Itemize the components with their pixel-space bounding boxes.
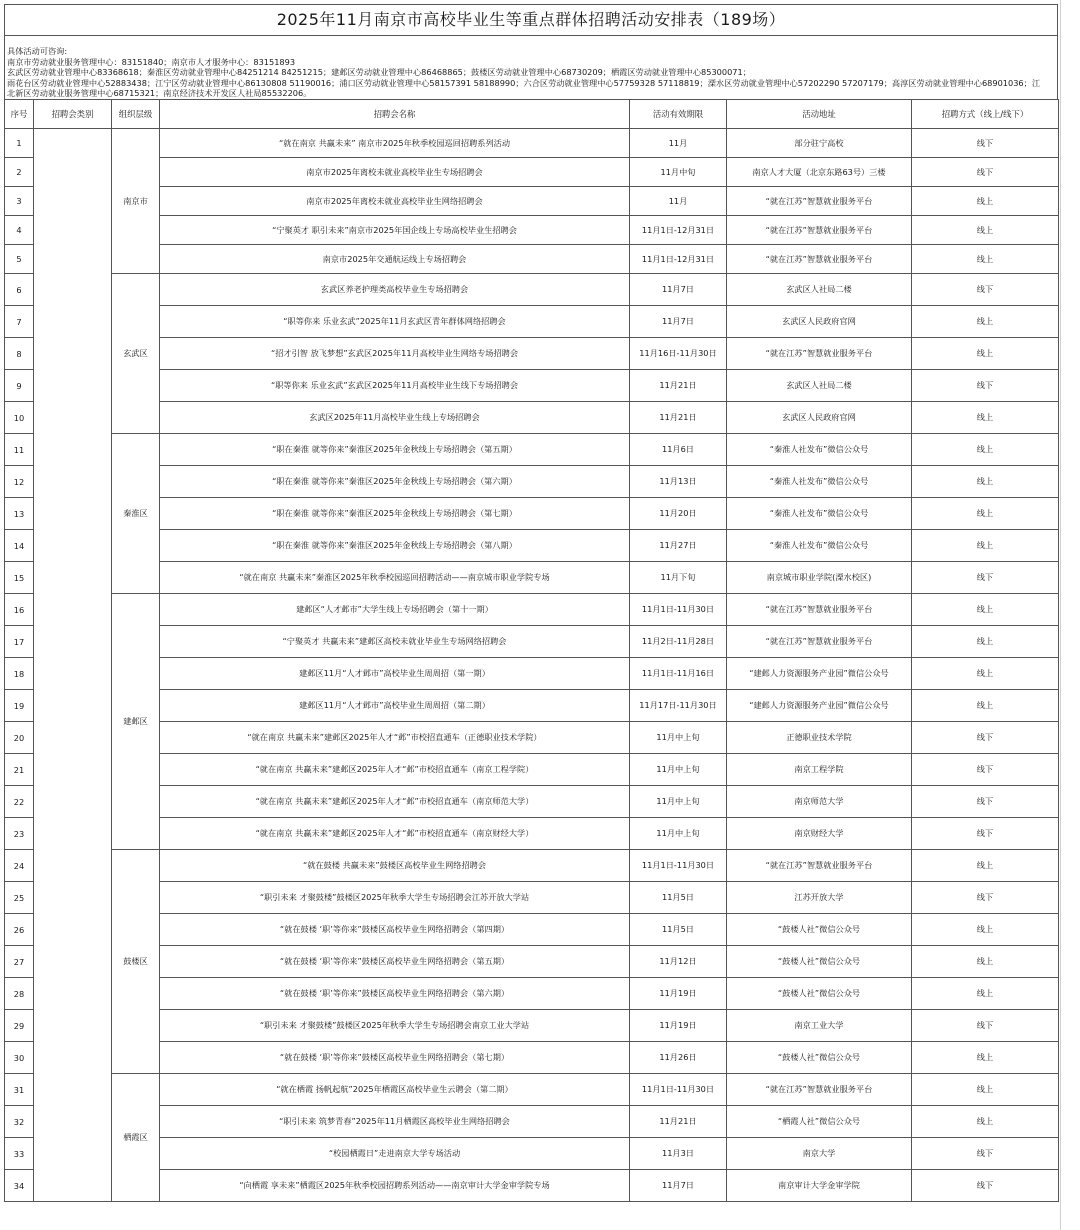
cell-mode: 线上 [912, 690, 1059, 722]
cell-name: “宁聚英才 职引未来”南京市2025年国企线上专场高校毕业生招聘会 [160, 216, 630, 245]
cell-name: “宁聚英才 共赢未来”建邺区高校未就业毕业生专场网络招聘会 [160, 626, 630, 658]
cell-mode: 线下 [912, 1138, 1059, 1170]
cell-mode: 线上 [912, 216, 1059, 245]
cell-index: 18 [5, 658, 34, 690]
cell-location: 江苏开放大学 [727, 882, 912, 914]
cell-mode: 线下 [912, 129, 1059, 158]
sheet-title: 2025年11月南京市高校毕业生等重点群体招聘活动安排表（189场） [4, 4, 1058, 35]
table-row [5, 722, 1059, 754]
cell-mode: 线上 [912, 594, 1059, 626]
cell-mode: 线下 [912, 786, 1059, 818]
cell-index: 6 [5, 274, 34, 306]
cell-period: 11月中上旬 [630, 818, 727, 850]
cell-period: 11月12日 [630, 946, 727, 978]
cell-index: 5 [5, 245, 34, 274]
table-row [5, 594, 1059, 626]
cell-level: 南京市 [112, 129, 160, 274]
cell-name: “职在秦淮 就等你来”秦淮区2025年金秋线上专场招聘会（第六期） [160, 466, 630, 498]
cell-location: “就在江苏”智慧就业服务平台 [727, 216, 912, 245]
cell-mode: 线上 [912, 1042, 1059, 1074]
cell-mode: 线下 [912, 1010, 1059, 1042]
table-row [5, 498, 1059, 530]
cell-location: 南京大学 [727, 1138, 912, 1170]
table-row [5, 1138, 1059, 1170]
table-row [5, 187, 1059, 216]
table-row [5, 402, 1059, 434]
table-row [5, 978, 1059, 1010]
cell-index: 7 [5, 306, 34, 338]
cell-name: “就在南京 共赢未来”建邺区2025年人才“邺”市校招直通车（南京师范大学） [160, 786, 630, 818]
cell-name: 南京市2025年离校未就业高校毕业生网络招聘会 [160, 187, 630, 216]
cell-name: “就在鼓楼 ‘职’等你来”鼓楼区高校毕业生网络招聘会（第四期） [160, 914, 630, 946]
cell-location: “鼓楼人社”微信公众号 [727, 946, 912, 978]
cell-mode: 线上 [912, 1106, 1059, 1138]
header-name: 招聘会名称 [160, 100, 630, 129]
table-row [5, 658, 1059, 690]
cell-period: 11月26日 [630, 1042, 727, 1074]
cell-index: 22 [5, 786, 34, 818]
table-row [5, 626, 1059, 658]
cell-mode: 线下 [912, 274, 1059, 306]
cell-period: 11月 [630, 129, 727, 158]
info-line: 北新区劳动就业服务管理中心68715321；南京经济技术开发区人社局85532206。 [7, 88, 312, 99]
cell-period: 11月17日-11月30日 [630, 690, 727, 722]
cell-period: 11月21日 [630, 402, 727, 434]
cell-location: “就在江苏”智慧就业服务平台 [727, 338, 912, 370]
contact-info [4, 35, 1058, 99]
cell-mode: 线上 [912, 306, 1059, 338]
cell-location: 玄武区人社局二楼 [727, 274, 912, 306]
cell-mode: 线上 [912, 946, 1059, 978]
cell-name: 南京市2025年离校未就业高校毕业生专场招聘会 [160, 158, 630, 187]
table-row [5, 562, 1059, 594]
cell-name: “职在秦淮 就等你来”秦淮区2025年金秋线上专场招聘会（第八期） [160, 530, 630, 562]
cell-period: 11月1日-12月31日 [630, 216, 727, 245]
cell-name: “就在栖霞 扬帆起航”2025年栖霞区高校毕业生云聘会（第二期） [160, 1074, 630, 1106]
cell-index: 14 [5, 530, 34, 562]
cell-name: “就在南京 共赢未来”建邺区2025年人才“邺”市校招直通车（正德职业技术学院） [160, 722, 630, 754]
cell-period: 11月7日 [630, 274, 727, 306]
cell-index: 17 [5, 626, 34, 658]
cell-location: “秦淮人社发布”微信公众号 [727, 498, 912, 530]
window-edge [1060, 0, 1080, 1230]
table-row [5, 690, 1059, 722]
table-row [5, 530, 1059, 562]
cell-index: 26 [5, 914, 34, 946]
cell-period: 11月1日-11月16日 [630, 658, 727, 690]
cell-index: 23 [5, 818, 34, 850]
cell-period: 11月16日-11月30日 [630, 338, 727, 370]
header-level: 组织层级 [112, 100, 160, 129]
cell-location: “秦淮人社发布”微信公众号 [727, 434, 912, 466]
cell-level: 建邺区 [112, 594, 160, 850]
cell-period: 11月下旬 [630, 562, 727, 594]
cell-period: 11月7日 [630, 306, 727, 338]
cell-name: 建邺区“人才邺市”大学生线上专场招聘会（第十一期） [160, 594, 630, 626]
cell-mode: 线下 [912, 882, 1059, 914]
cell-mode: 线下 [912, 754, 1059, 786]
cell-location: “就在江苏”智慧就业服务平台 [727, 850, 912, 882]
cell-mode: 线上 [912, 626, 1059, 658]
cell-name: “向栖霞 享未来”栖霞区2025年秋季校园招聘系列活动——南京审计大学金审学院专场 [160, 1170, 630, 1202]
cell-location: 南京审计大学金审学院 [727, 1170, 912, 1202]
cell-name: “校园栖霞日”走进南京大学专场活动 [160, 1138, 630, 1170]
cell-index: 19 [5, 690, 34, 722]
cell-index: 33 [5, 1138, 34, 1170]
cell-index: 20 [5, 722, 34, 754]
table-row [5, 434, 1059, 466]
cell-index: 15 [5, 562, 34, 594]
cell-period: 11月21日 [630, 370, 727, 402]
cell-period: 11月 [630, 187, 727, 216]
cell-period: 11月6日 [630, 434, 727, 466]
cell-period: 11月27日 [630, 530, 727, 562]
cell-index: 27 [5, 946, 34, 978]
cell-index: 4 [5, 216, 34, 245]
cell-name: “就在南京 共赢未来”建邺区2025年人才“邺”市校招直通车（南京财经大学） [160, 818, 630, 850]
cell-name: “职引未来 才聚鼓楼”鼓楼区2025年秋季大学生专场招聘会江苏开放大学站 [160, 882, 630, 914]
table-row [5, 850, 1059, 882]
info-line: 具体活动可咨询: [7, 46, 68, 56]
header-index: 序号 [5, 100, 34, 129]
table-header-row [5, 100, 1059, 129]
cell-mode: 线上 [912, 338, 1059, 370]
info-line: 雨花台区劳动就业管理中心52883438；江宁区劳动就业管理中心86130808 51190016；浦口区劳动就业管理中心58157391 58188990；六合区劳动就业管理中心57759328 57118819；溧水区劳动就业管理中心57202290 57207179；高淳区劳动就业管理中心68901036；江 [7, 77, 1041, 88]
cell-index: 16 [5, 594, 34, 626]
header-period: 活动有效期限 [630, 100, 727, 129]
cell-mode: 线上 [912, 914, 1059, 946]
table-row [5, 754, 1059, 786]
cell-location: 部分驻宁高校 [727, 129, 912, 158]
cell-location: “秦淮人社发布”微信公众号 [727, 530, 912, 562]
cell-location: “就在江苏”智慧就业服务平台 [727, 626, 912, 658]
cell-location: “鼓楼人社”微信公众号 [727, 978, 912, 1010]
cell-location: 正德职业技术学院 [727, 722, 912, 754]
table-row [5, 245, 1059, 274]
table-row [5, 1170, 1059, 1202]
cell-category [34, 129, 112, 1202]
schedule-sheet [4, 4, 1058, 1202]
cell-index: 3 [5, 187, 34, 216]
cell-location: 南京师范大学 [727, 786, 912, 818]
cell-name: “就在鼓楼 共赢未来”鼓楼区高校毕业生网络招聘会 [160, 850, 630, 882]
cell-mode: 线上 [912, 434, 1059, 466]
cell-index: 34 [5, 1170, 34, 1202]
cell-mode: 线下 [912, 818, 1059, 850]
cell-mode: 线上 [912, 850, 1059, 882]
cell-mode: 线上 [912, 658, 1059, 690]
cell-index: 11 [5, 434, 34, 466]
info-line: 玄武区劳动就业管理中心83368618；秦淮区劳动就业管理中心84251214 84251215；建邺区劳动就业管理中心86468865；鼓楼区劳动就业管理中心68730209；栖霞区劳动就业管理中心85300071； [7, 67, 751, 78]
cell-location: 南京财经大学 [727, 818, 912, 850]
cell-period: 11月20日 [630, 498, 727, 530]
cell-location: 南京工程学院 [727, 754, 912, 786]
cell-location: 玄武区人民政府官网 [727, 402, 912, 434]
cell-index: 8 [5, 338, 34, 370]
cell-location: “鼓楼人社”微信公众号 [727, 1042, 912, 1074]
cell-period: 11月5日 [630, 882, 727, 914]
cell-name: “就在鼓楼 ‘职’等你来”鼓楼区高校毕业生网络招聘会（第五期） [160, 946, 630, 978]
table-row [5, 914, 1059, 946]
cell-period: 11月1日-11月30日 [630, 850, 727, 882]
cell-location: “建邺人力资源服务产业园”微信公众号 [727, 690, 912, 722]
cell-level: 鼓楼区 [112, 850, 160, 1074]
table-row [5, 946, 1059, 978]
cell-mode: 线下 [912, 1170, 1059, 1202]
cell-period: 11月中上旬 [630, 722, 727, 754]
table-row [5, 466, 1059, 498]
cell-index: 9 [5, 370, 34, 402]
table-row [5, 338, 1059, 370]
table-row [5, 882, 1059, 914]
cell-name: 玄武区2025年11月高校毕业生线上专场招聘会 [160, 402, 630, 434]
table-row [5, 1010, 1059, 1042]
cell-location: “就在江苏”智慧就业服务平台 [727, 245, 912, 274]
cell-location: 南京城市职业学院(溧水校区) [727, 562, 912, 594]
cell-location: 南京工业大学 [727, 1010, 912, 1042]
cell-name: “职在秦淮 就等你来”秦淮区2025年金秋线上专场招聘会（第五期） [160, 434, 630, 466]
cell-location: “鼓楼人社”微信公众号 [727, 914, 912, 946]
schedule-table [4, 99, 1059, 1202]
cell-name: 建邺区11月“人才邺市”高校毕业生周周招（第二期） [160, 690, 630, 722]
cell-location: “建邺人力资源服务产业园”微信公众号 [727, 658, 912, 690]
cell-name: “职在秦淮 就等你来”秦淮区2025年金秋线上专场招聘会（第七期） [160, 498, 630, 530]
cell-period: 11月19日 [630, 978, 727, 1010]
header-category: 招聘会类别 [34, 100, 112, 129]
cell-index: 30 [5, 1042, 34, 1074]
cell-index: 12 [5, 466, 34, 498]
cell-period: 11月1日-11月30日 [630, 594, 727, 626]
cell-period: 11月3日 [630, 1138, 727, 1170]
cell-name: 玄武区养老护理类高校毕业生专场招聘会 [160, 274, 630, 306]
table-row [5, 216, 1059, 245]
cell-mode: 线上 [912, 498, 1059, 530]
table-row [5, 786, 1059, 818]
cell-location: 南京人才大厦（北京东路63号）三楼 [727, 158, 912, 187]
cell-mode: 线上 [912, 187, 1059, 216]
cell-level: 栖霞区 [112, 1074, 160, 1202]
cell-period: 11月中上旬 [630, 754, 727, 786]
cell-index: 13 [5, 498, 34, 530]
cell-location: “就在江苏”智慧就业服务平台 [727, 187, 912, 216]
cell-name: “就在南京 共赢未来”建邺区2025年人才“邺”市校招直通车（南京工程学院） [160, 754, 630, 786]
cell-name: “就在南京 共赢未来” 南京市2025年秋季校园巡回招聘系列活动 [160, 129, 630, 158]
cell-index: 2 [5, 158, 34, 187]
cell-name: 建邺区11月“人才邺市”高校毕业生周周招（第一期） [160, 658, 630, 690]
cell-mode: 线下 [912, 562, 1059, 594]
cell-period: 11月中上旬 [630, 786, 727, 818]
cell-period: 11月13日 [630, 466, 727, 498]
cell-period: 11月1日-11月30日 [630, 1074, 727, 1106]
header-mode: 招聘方式（线上/线下） [912, 100, 1059, 129]
cell-index: 21 [5, 754, 34, 786]
cell-period: 11月中旬 [630, 158, 727, 187]
header-location: 活动地址 [727, 100, 912, 129]
cell-mode: 线上 [912, 530, 1059, 562]
table-row [5, 1074, 1059, 1106]
info-line: 南京市劳动就业服务管理中心：83151840；南京市人才服务中心：83151893 [7, 56, 296, 67]
cell-mode: 线上 [912, 245, 1059, 274]
table-row [5, 1042, 1059, 1074]
cell-mode: 线上 [912, 978, 1059, 1010]
cell-name: 南京市2025年交通航运线上专场招聘会 [160, 245, 630, 274]
cell-index: 29 [5, 1010, 34, 1042]
cell-period: 11月5日 [630, 914, 727, 946]
table-row [5, 818, 1059, 850]
cell-mode: 线下 [912, 370, 1059, 402]
cell-location: 玄武区人社局二楼 [727, 370, 912, 402]
cell-name: “职等你来 乐业玄武”玄武区2025年11月高校毕业生线下专场招聘会 [160, 370, 630, 402]
cell-name: “就在鼓楼 ‘职’等你来”鼓楼区高校毕业生网络招聘会（第七期） [160, 1042, 630, 1074]
cell-period: 11月1日-12月31日 [630, 245, 727, 274]
cell-mode: 线上 [912, 1074, 1059, 1106]
cell-index: 28 [5, 978, 34, 1010]
cell-index: 10 [5, 402, 34, 434]
cell-mode: 线下 [912, 722, 1059, 754]
cell-period: 11月21日 [630, 1106, 727, 1138]
cell-period: 11月2日-11月28日 [630, 626, 727, 658]
cell-location: “秦淮人社发布”微信公众号 [727, 466, 912, 498]
cell-index: 25 [5, 882, 34, 914]
cell-name: “就在南京 共赢未来”秦淮区2025年秋季校园巡回招聘活动——南京城市职业学院专场 [160, 562, 630, 594]
cell-name: “职引未来 筑梦青春”2025年11月栖霞区高校毕业生网络招聘会 [160, 1106, 630, 1138]
table-row [5, 274, 1059, 306]
cell-index: 1 [5, 129, 34, 158]
cell-name: “职等你来 乐业玄武”2025年11月玄武区青年群体网络招聘会 [160, 306, 630, 338]
cell-level: 秦淮区 [112, 434, 160, 594]
cell-period: 11月7日 [630, 1170, 727, 1202]
cell-period: 11月19日 [630, 1010, 727, 1042]
table-row [5, 370, 1059, 402]
cell-mode: 线上 [912, 402, 1059, 434]
cell-level: 玄武区 [112, 274, 160, 434]
cell-location: “栖霞人社”微信公众号 [727, 1106, 912, 1138]
cell-location: “就在江苏”智慧就业服务平台 [727, 594, 912, 626]
cell-location: 玄武区人民政府官网 [727, 306, 912, 338]
cell-mode: 线上 [912, 466, 1059, 498]
table-row [5, 1106, 1059, 1138]
cell-name: “招才引智 放飞梦想”玄武区2025年11月高校毕业生网络专场招聘会 [160, 338, 630, 370]
cell-name: “职引未来 才聚鼓楼”鼓楼区2025年秋季大学生专场招聘会南京工业大学站 [160, 1010, 630, 1042]
cell-index: 31 [5, 1074, 34, 1106]
cell-name: “就在鼓楼 ‘职’等你来”鼓楼区高校毕业生网络招聘会（第六期） [160, 978, 630, 1010]
cell-index: 24 [5, 850, 34, 882]
cell-mode: 线下 [912, 158, 1059, 187]
table-row [5, 158, 1059, 187]
table-row [5, 129, 1059, 158]
cell-location: “就在江苏”智慧就业服务平台 [727, 1074, 912, 1106]
table-row [5, 306, 1059, 338]
cell-index: 32 [5, 1106, 34, 1138]
